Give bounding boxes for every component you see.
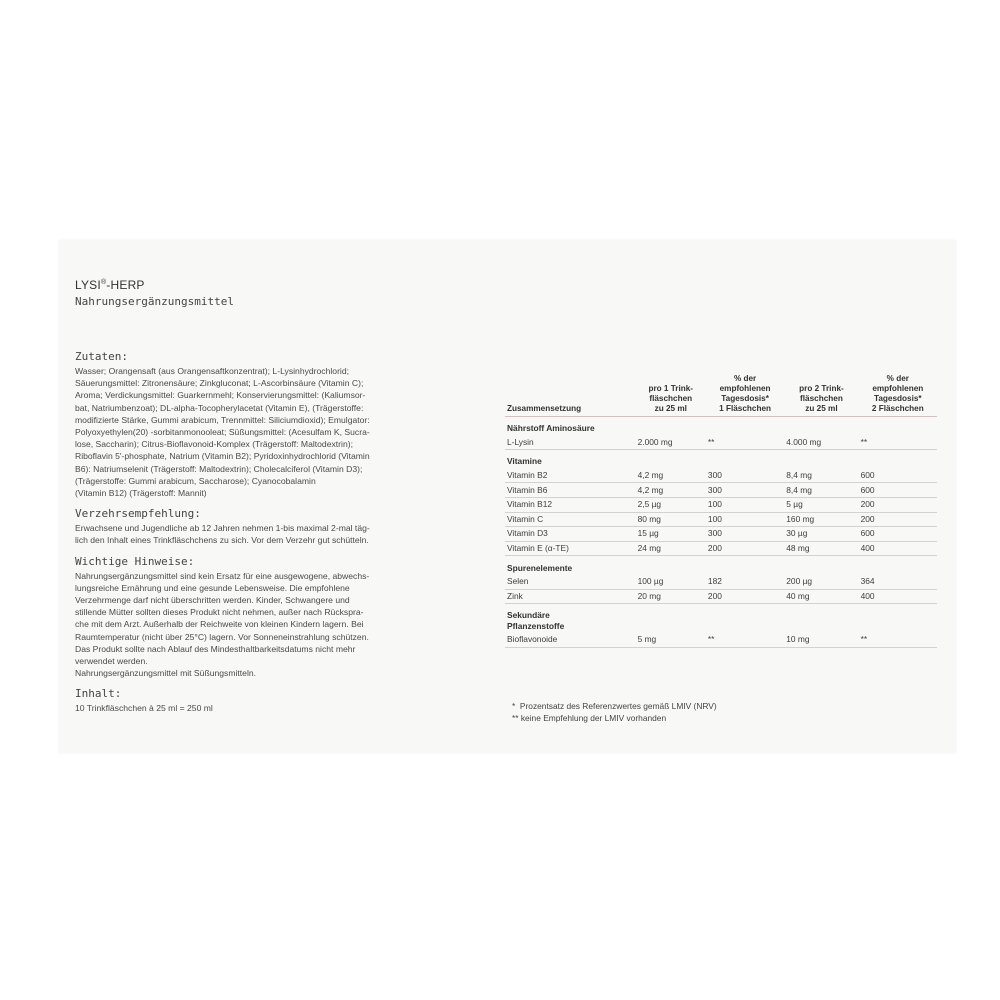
table-cell: 80 mg xyxy=(637,513,661,524)
table-cell: 200 xyxy=(707,590,722,601)
section-body: 10 Trinkfläschchen à 25 ml = 250 ml xyxy=(75,703,213,714)
table-cell: ** xyxy=(860,436,868,447)
table-cell: Selen xyxy=(507,576,529,587)
table-row xyxy=(505,541,937,556)
table-header-row xyxy=(505,374,937,417)
table-row xyxy=(505,512,937,527)
table-cell: 200 µg xyxy=(786,576,813,587)
table-cell: 5 mg xyxy=(637,634,657,645)
product-subtitle: Nahrungsergänzungsmittel xyxy=(75,295,234,308)
section-body: Wasser; Orangensaft (aus Orangensaftkonzentrat); L-Lysinhydrochlorid; Säuerungsmittel: Zitronensäure; Zinkgluconat; L-Ascorbinsäure (Vitamin C); Aroma; Verdickungsmittel: Guarkernmehl; Konservierungsmittel: (Kaliumsor- bat, Natriumbenzoat); DL-alpha-Tocopherylacetat (Vitamin E), (Trägerstoffe: modifizierte Stärke, Gummi arabicum, Trennmittel: Siliciumdioxid); Emulgator: Polyoxyethylen(20) -sorbitanmonooleat; Süßungsmittel: (Acesulfam K, Sucra- lose, Saccharin); Citrus-Bioflavonoid-Komplex (Trägerstoff: Maltodextrin); Riboflavin 5'-phosphate, Natrium (Vitamin B2); Pyridoxinhydrochlorid (Vitamin B6): Natriumselenit (Trägerstoff: Maltodextrin); Cholecalciferol (Vitamin D3); (Trägerstoffe: Gummi arabicum, Saccharose); Cyanocobalamin (Vitamin B12) (Trägerstoff: Mannit) xyxy=(75,366,370,499)
table-cell: 15 µg xyxy=(637,528,659,539)
table-cell: 200 xyxy=(707,543,722,554)
table-header-cell: % der empfohlenen Tagesdosis* 1 Fläschchen xyxy=(719,374,772,413)
table-header-cell: % der empfohlenen Tagesdosis* 2 Fläschchen xyxy=(871,374,924,413)
table-cell: 300 xyxy=(707,484,722,495)
table-cell: ** xyxy=(860,634,868,645)
table-header-cell: pro 1 Trink- fläschchen zu 25 ml xyxy=(648,384,694,413)
table-cell: ** xyxy=(707,436,715,447)
table-cell: 100 xyxy=(707,499,722,510)
table-header-cell: Zusammensetzung xyxy=(507,404,582,413)
table-cell: 10 mg xyxy=(786,634,810,645)
table-cell: 48 mg xyxy=(786,543,810,554)
footnote-no-recommendation: ** keine Empfehlung der LMIV vorhanden xyxy=(512,713,667,723)
table-cell: 30 µg xyxy=(786,528,808,539)
table-cell: 600 xyxy=(860,470,875,481)
table-cell: 4,2 mg xyxy=(637,484,664,495)
table-cell: 600 xyxy=(860,484,875,495)
product-title: LYSI®-HERP xyxy=(75,278,145,292)
table-cell: 4,2 mg xyxy=(637,470,664,481)
footnotes xyxy=(512,700,717,724)
table-cell: Zink xyxy=(507,590,523,601)
table-cell: Vitamin B2 xyxy=(507,470,548,481)
table-cell: 400 xyxy=(860,590,875,601)
table-row xyxy=(505,575,937,589)
table-cell: 2.000 mg xyxy=(637,436,673,447)
table-cell: 20 mg xyxy=(637,590,661,601)
table-row xyxy=(505,527,937,542)
table-group-row xyxy=(505,417,937,436)
table-cell: L-Lysin xyxy=(507,436,534,447)
nutrition-table xyxy=(505,374,937,648)
table-cell: 5 µg xyxy=(786,499,803,510)
table-cell: ** xyxy=(707,634,715,645)
footnote-nrv: * Prozentsatz des Referenzwertes gemäß LMIV (NRV) xyxy=(512,701,717,711)
table-cell: 300 xyxy=(707,470,722,481)
table-cell: 182 xyxy=(707,576,722,587)
table-group-label: Vitamine xyxy=(507,456,542,467)
table-cell: 100 xyxy=(707,513,722,524)
table-cell: Bioflavonoide xyxy=(507,634,558,645)
section-body: Nahrungsergänzungsmittel sind kein Ersatz für eine ausgewogene, abwechs- lungsreiche Ernährung und eine gesunde Lebensweise. Die empfohlene Verzehrmenge darf nicht überschritten werden. Kinder, Schwangere und stillende Mütter sollten dieses Produkt nicht nehmen, außer nach Rückspra- che mit dem Arzt. Außerhalb der Reichweite von kleinen Kindern lagern. Bei Raumtemperatur (nicht über 25°C) lagern. Vor Sonneneinstrahlung schützen. Das Produkt sollte nach Ablauf des Mindesthaltbarkeitsdatums nicht mehr verwendet werden. Nahrungsergänzungsmittel mit Süßungsmitteln. xyxy=(75,570,370,679)
table-header-cell: pro 2 Trink- fläschchen zu 25 ml xyxy=(799,384,844,413)
table-cell: 200 xyxy=(860,499,875,510)
table-cell: 40 mg xyxy=(786,590,810,601)
table-cell: 100 µg xyxy=(637,576,664,587)
table-cell: Vitamin B12 xyxy=(507,499,553,510)
table-group-label: Spurenelemente xyxy=(507,562,573,573)
table-group-label: Nährstoff Aminosäure xyxy=(507,423,595,434)
section-heading: Inhalt: xyxy=(75,687,122,701)
table-cell: 364 xyxy=(860,576,875,587)
section-heading: Zutaten: xyxy=(75,350,128,363)
table-cell: 600 xyxy=(860,528,875,539)
table-row xyxy=(505,633,937,647)
info-sections xyxy=(75,350,470,723)
table-cell: Vitamin C xyxy=(507,513,544,524)
table-cell: 400 xyxy=(860,543,875,554)
table-row xyxy=(505,589,937,604)
table-cell: 8,4 mg xyxy=(786,470,812,481)
table-cell: 300 xyxy=(707,528,722,539)
table-row xyxy=(505,436,937,450)
table-row xyxy=(505,469,937,483)
section-heading: Wichtige Hinweise: xyxy=(75,554,195,568)
table-row xyxy=(505,497,937,512)
table-cell: Vitamin E (α-TE) xyxy=(507,543,569,554)
section-heading: Verzehrsempfehlung: xyxy=(75,507,201,521)
nutrition-table-container xyxy=(505,374,937,648)
table-cell: 8,4 mg xyxy=(786,484,812,495)
table-group-row xyxy=(505,556,937,575)
table-group-label: Sekundäre Pflanzenstoffe xyxy=(507,610,565,632)
registered-mark: ® xyxy=(100,279,107,286)
table-row xyxy=(505,483,937,498)
table-cell: 200 xyxy=(860,513,875,524)
package-panel xyxy=(59,240,956,753)
table-cell: 160 mg xyxy=(786,513,815,524)
section-body: Erwachsene und Jugendliche ab 12 Jahren nehmen 1-bis maximal 2-mal täg- lich den Inhalt eines Trinkfläschchens zu sich. Vor dem Verzehr gut schütteln. xyxy=(75,523,370,546)
table-cell: 24 mg xyxy=(637,543,661,554)
table-cell: Vitamin D3 xyxy=(507,528,548,539)
table-cell: 2,5 µg xyxy=(637,499,662,510)
table-cell: 4.000 mg xyxy=(786,436,822,447)
table-cell: Vitamin B6 xyxy=(507,484,548,495)
table-group-row xyxy=(505,604,937,634)
table-group-row xyxy=(505,450,937,469)
